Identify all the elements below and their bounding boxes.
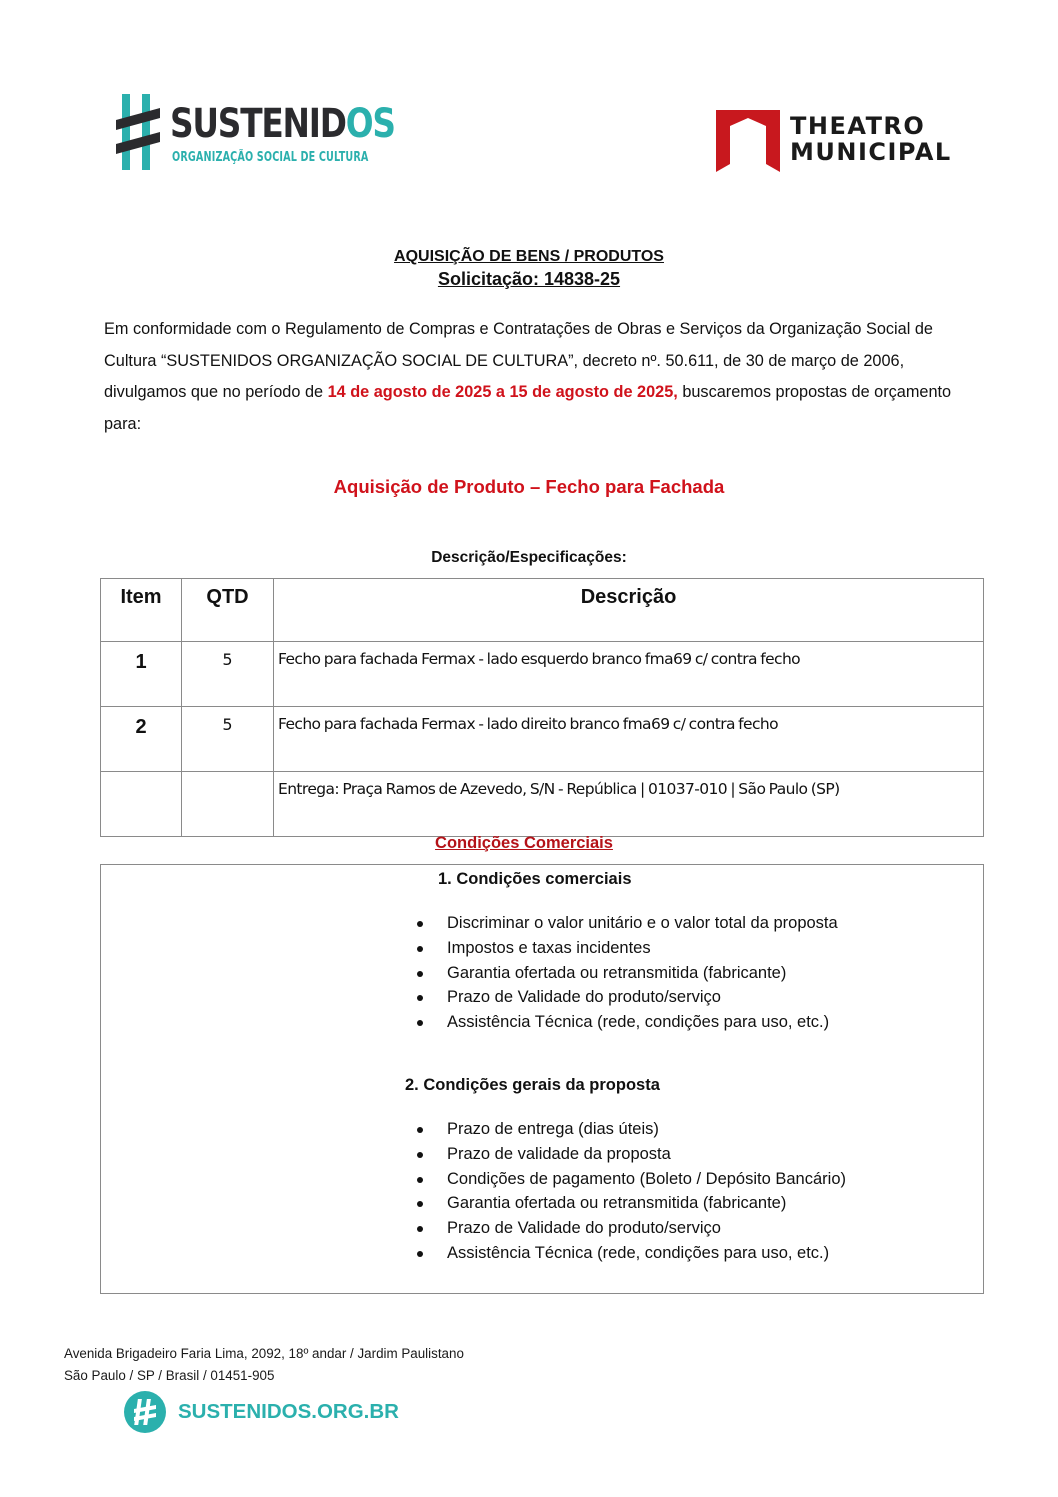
theatro-line: THEATRO: [790, 112, 926, 140]
municipal-line: MUNICIPAL: [790, 138, 952, 166]
intro-paragraph: [104, 314, 954, 440]
list-item: Prazo de entrega (dias úteis): [417, 1117, 846, 1142]
list-item: Garantia ofertada ou retransmitida (fabricante): [417, 1191, 846, 1216]
cell-desc: Entrega: Praça Ramos de Azevedo, S/N - República | 01037-010 | São Paulo (SP): [274, 772, 984, 837]
theatro-arch-icon: [716, 110, 780, 172]
conditions-heading: Condições Comerciais: [435, 834, 613, 852]
address-line-2: São Paulo / SP / Brasil / 01451-905: [64, 1368, 275, 1383]
list-item: Impostos e taxas incidentes: [417, 936, 838, 961]
document-title: AQUISIÇÃO DE BENS / PRODUTOS: [394, 248, 664, 265]
list-item: Prazo de validade da proposta: [417, 1142, 846, 1167]
hash-circle-icon: [124, 1391, 166, 1433]
list-item: Assistência Técnica (rede, condições para uso, etc.): [417, 1241, 846, 1266]
list-item: Condições de pagamento (Boleto / Depósito Bancário): [417, 1167, 846, 1192]
request-number: Solicitação: 14838-25: [437, 269, 621, 289]
section-2-list: [417, 1117, 846, 1266]
footer-url[interactable]: SUSTENIDOS.ORG.BR: [178, 1400, 399, 1423]
section-1-title: 1. Condições comerciais: [438, 870, 632, 888]
intro-period: 14 de agosto de 2025 a 15 de agosto de 2025,: [327, 383, 678, 401]
sustenidos-hash-icon: [116, 94, 160, 170]
header-qtd: QTD: [182, 579, 274, 642]
sustenidos-subtitle: ORGANIZAÇÃO SOCIAL DE CULTURA: [172, 150, 369, 165]
cell-qtd: 5: [182, 707, 274, 772]
table-row: [101, 642, 984, 707]
cell-qtd: [182, 772, 274, 837]
cell-desc: Fecho para fachada Fermax - lado esquerdo branco fma69 c/ contra fecho: [274, 642, 984, 707]
header-item: Item: [101, 579, 182, 642]
table-header-row: [101, 579, 984, 642]
sustenidos-logo: [116, 94, 395, 172]
table-row: [101, 707, 984, 772]
cell-item: 1: [101, 642, 182, 707]
list-item: Prazo de Validade do produto/serviço: [417, 985, 838, 1010]
table-row-delivery: [101, 772, 984, 837]
footer-logo: [124, 1391, 399, 1435]
sustenidos-wordmark: SUSTENIDOS: [170, 101, 395, 147]
cell-item: 2: [101, 707, 182, 772]
theatro-municipal-logo: [716, 108, 956, 174]
theatro-municipal-wordmark: [790, 113, 952, 165]
section-1-list: [417, 911, 838, 1035]
list-item: Garantia ofertada ou retransmitida (fabricante): [417, 961, 838, 986]
header-descricao: Descrição: [274, 579, 984, 642]
list-item: Assistência Técnica (rede, condições para uso, etc.): [417, 1010, 838, 1035]
cell-qtd: 5: [182, 642, 274, 707]
address-line-1: Avenida Brigadeiro Faria Lima, 2092, 18º andar / Jardim Paulistano: [64, 1346, 464, 1361]
section-2-title: 2. Condições gerais da proposta: [405, 1076, 660, 1094]
intro-text-end: buscaremos propostas de orçamento para:: [104, 383, 952, 433]
intro-text: Em conformidade com o Regulamento de Compras e Contratações de Obras e Serviços da Organização Social de Cultura “SUSTENIDOS ORGANIZAÇÃO SOCIAL DE CULTURA”, decreto nº. 50.611, de 30 de março de 2006, divulgamos que no período de: [104, 320, 933, 401]
cell-item: [101, 772, 182, 837]
spec-label: Descrição/Especificações:: [431, 549, 627, 566]
cell-desc: Fecho para fachada Fermax - lado direito branco fma69 c/ contra fecho: [274, 707, 984, 772]
list-item: Prazo de Validade do produto/serviço: [417, 1216, 846, 1241]
footer-address: [64, 1343, 464, 1387]
items-table: [100, 578, 984, 837]
list-item: Discriminar o valor unitário e o valor total da proposta: [417, 911, 838, 936]
product-title: Aquisição de Produto – Fecho para Fachada: [333, 476, 725, 497]
